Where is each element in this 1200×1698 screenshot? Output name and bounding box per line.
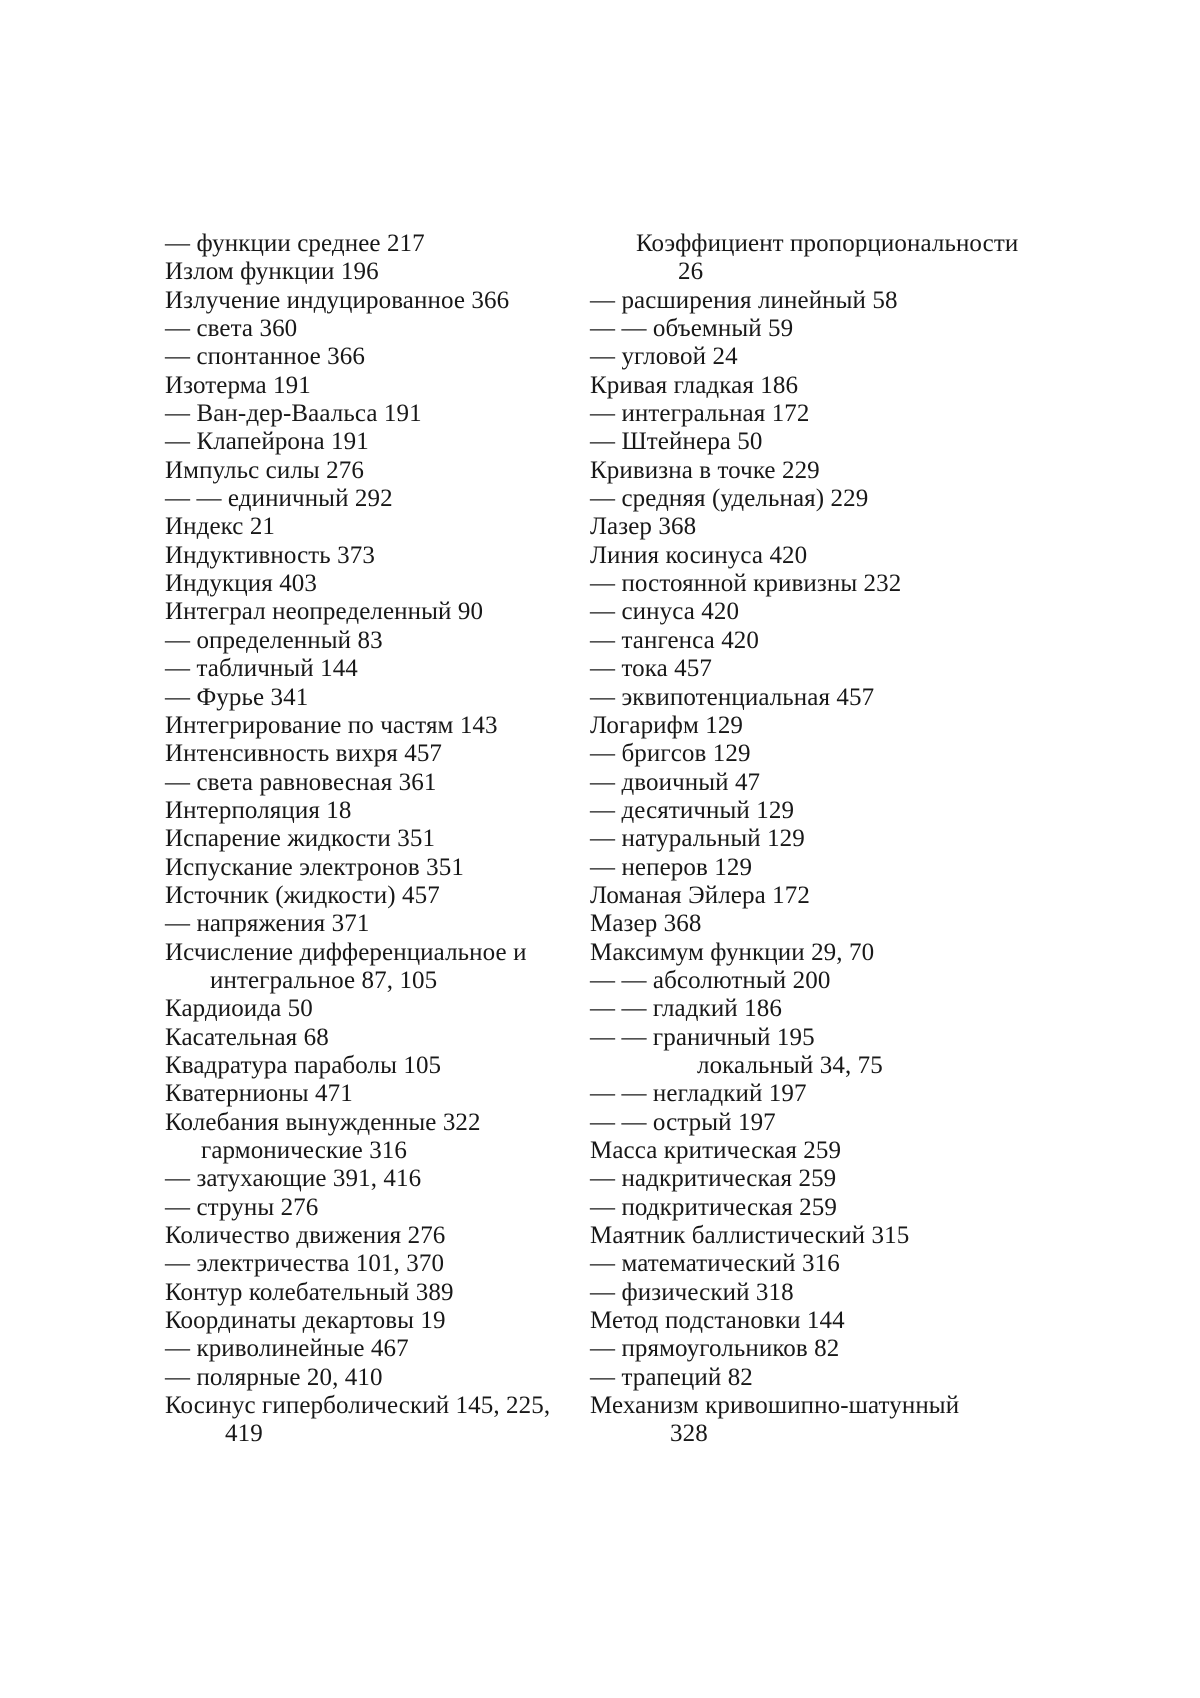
index-entry: — струны 276 (165, 1193, 319, 1221)
index-column-left (165, 230, 580, 1449)
index-entry: — Фурье 341 (165, 683, 309, 711)
index-entry: Излом функции 196 (165, 258, 379, 286)
index-entry: Интенсивность вихря 457 (165, 740, 443, 768)
index-entry: Косинус гиперболический 145, 225, (165, 1392, 551, 1420)
index-entry: Метод подстановки 144 (590, 1307, 845, 1335)
index-entry: — — граничный 195 (590, 1023, 815, 1051)
index-entry: — тока 457 (590, 655, 712, 683)
index-entry: Лазер 368 (590, 513, 697, 541)
index-entry: Источник (жидкости) 457 (165, 881, 440, 909)
index-entry: Квадратура параболы 105 (165, 1051, 442, 1079)
index-entry: — тангенса 420 (590, 626, 760, 654)
index-entry: — средняя (удельная) 229 (590, 485, 869, 513)
index-entry: — затухающие 391, 416 (165, 1165, 422, 1193)
index-entry: — — гладкий 186 (590, 995, 782, 1023)
index-entry: — напряжения 371 (165, 910, 370, 938)
index-entry: — функции среднее 217 (165, 230, 425, 257)
index-entry: — Ван-дер-Ваальса 191 (165, 400, 422, 428)
index-entry: Кривизна в точке 229 (590, 456, 820, 484)
index-entry: — прямоугольников 82 (590, 1335, 840, 1363)
index-entry: Касательная 68 (165, 1023, 329, 1051)
index-entry: Ломаная Эйлера 172 (590, 881, 810, 909)
index-entry: — физический 318 (590, 1278, 794, 1306)
index-entry: Испускание электронов 351 (165, 853, 464, 881)
index-entry: Исчисление дифференциальное и (165, 938, 527, 966)
index-entry: Маятник баллистический 315 (590, 1222, 910, 1250)
index-entry: 328 (670, 1420, 708, 1448)
index-entry: Импульс силы 276 (165, 456, 364, 484)
index-entry: Интерполяция 18 (165, 796, 352, 824)
index-entry: гармонические 316 (201, 1137, 408, 1164)
index-entry: — двоичный 47 (590, 768, 761, 796)
index-entry: Коэффициент пропорциональности (636, 230, 1019, 257)
index-entry: — натуральный 129 (590, 825, 805, 853)
index-entry: — подкритическая 259 (590, 1193, 837, 1221)
index-entry: — Клапейрона 191 (165, 428, 369, 456)
index-entry: Кривая гладкая 186 (590, 371, 799, 399)
index-entry: — табличный 144 (165, 655, 358, 683)
index-entry: — интегральная 172 (590, 400, 810, 428)
index-entry: Максимум функции 29, 70 (590, 938, 875, 966)
index-entry: — — единичный 292 (165, 485, 393, 513)
index-entry: — десятичный 129 (590, 796, 795, 824)
index-entry: — Штейнера 50 (590, 428, 763, 456)
index-entry: Координаты декартовы 19 (165, 1307, 446, 1335)
index-entry: Логарифм 129 (590, 711, 744, 739)
index-entry: — — абсолютный 200 (590, 966, 831, 994)
index-entry: — математический 316 (590, 1250, 840, 1278)
index-entry: — неперов 129 (590, 853, 753, 881)
index-entry: Испарение жидкости 351 (165, 825, 436, 853)
index-entry: Индуктивность 373 (165, 541, 375, 569)
index-entry: Мазер 368 (590, 910, 702, 938)
index-entry: Количество движения 276 (165, 1222, 446, 1250)
index-entry: Изотерма 191 (165, 371, 311, 399)
index-entry: — постоянной кривизны 232 (590, 570, 902, 598)
index-entry: — надкритическая 259 (590, 1165, 837, 1193)
index-entry: — эквипотенциальная 457 (590, 683, 875, 711)
index-entry: Масса критическая 259 (590, 1137, 842, 1164)
index-entry: локальный 34, 75 (697, 1051, 883, 1079)
index-entry: — электричества 101, 370 (165, 1250, 445, 1278)
index-entry: — трапеций 82 (590, 1363, 753, 1391)
index-entry: — света равновесная 361 (165, 768, 437, 796)
index-entry: — синуса 420 (590, 598, 740, 626)
index-entry: Интеграл неопределенный 90 (165, 598, 484, 626)
index-entry: Контур колебательный 389 (165, 1278, 454, 1306)
index-entry: Кватернионы 471 (165, 1080, 353, 1108)
index-entry: — угловой 24 (590, 343, 738, 371)
index-entry: Излучение индуцированное 366 (165, 286, 510, 314)
index-entry: — определенный 83 (165, 626, 383, 654)
index-entry: Колебания вынужденные 322 (165, 1108, 481, 1136)
index-entry: — — острый 197 (590, 1108, 776, 1136)
index-entry: 26 (678, 258, 704, 286)
index-entry: Механизм кривошипно-шатунный (590, 1392, 960, 1420)
index-entry: Кардиоида 50 (165, 995, 313, 1023)
index-entry: Индекс 21 (165, 513, 276, 541)
index-entry: 419 (225, 1420, 263, 1448)
index-entry: — света 360 (165, 315, 298, 343)
index-entry: — — негладкий 197 (590, 1080, 807, 1108)
index-entry: — — объемный 59 (590, 315, 794, 343)
index-entry: Интегрирование по частям 143 (165, 711, 498, 739)
index-entry: интегральное 87, 105 (210, 966, 438, 994)
index-entry: Индукция 403 (165, 570, 318, 598)
index-entry: Линия косинуса 420 (590, 541, 808, 569)
index-entry: — бригсов 129 (590, 740, 751, 768)
index-column-right (590, 230, 1060, 1449)
index-entry: — спонтанное 366 (165, 343, 365, 371)
index-entry: — расширения линейный 58 (590, 286, 898, 314)
index-entry: — криволинейные 467 (165, 1335, 409, 1363)
index-entry: — полярные 20, 410 (165, 1363, 383, 1391)
